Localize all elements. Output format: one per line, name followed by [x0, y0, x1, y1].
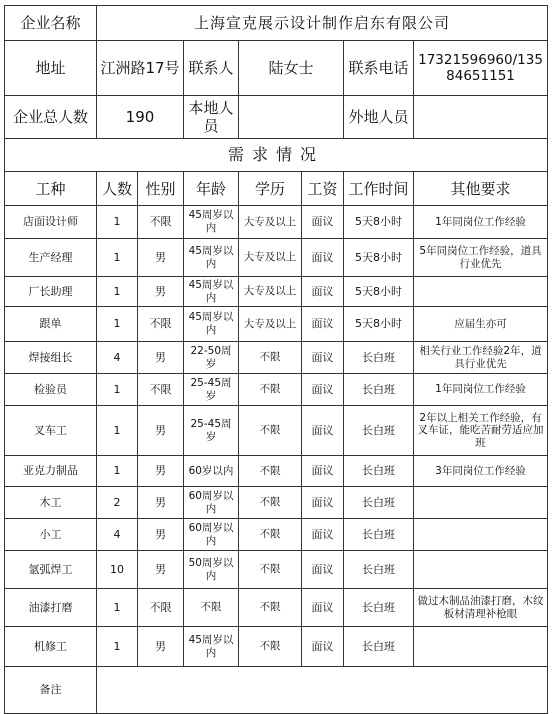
- other-cell: [414, 519, 548, 551]
- salary-cell: 面议: [302, 519, 344, 551]
- education-cell: 不限: [239, 487, 302, 519]
- other-cell: 做过木制品油漆打磨，木纹板材清理补枪眼: [414, 589, 548, 627]
- phone-label: 联系电话: [344, 41, 414, 96]
- hours-cell: 5天8小时: [344, 307, 414, 342]
- table-row: [5, 342, 548, 374]
- col-header-hours: 工作时间: [344, 172, 414, 206]
- salary-cell: 面议: [302, 206, 344, 239]
- job-cell: 厂长助理: [5, 277, 97, 307]
- education-cell: 不限: [239, 519, 302, 551]
- job-cell: 检验员: [5, 374, 97, 406]
- col-header-gender: 性别: [138, 172, 184, 206]
- gender-cell: 男: [138, 239, 184, 277]
- age-cell: 45周岁以内: [184, 307, 239, 342]
- company-name-row: [5, 6, 548, 41]
- gender-cell: 男: [138, 551, 184, 589]
- contact-label: 联系人: [184, 41, 239, 96]
- table-row: [5, 374, 548, 406]
- education-cell: 不限: [239, 551, 302, 589]
- education-cell: 不限: [239, 374, 302, 406]
- local-staff-label: 本地人员: [184, 96, 239, 139]
- salary-cell: 面议: [302, 456, 344, 487]
- other-cell: 1年同岗位工作经验: [414, 206, 548, 239]
- col-header-job: 工种: [5, 172, 97, 206]
- phone-line-2: 84651151: [446, 68, 515, 84]
- salary-cell: 面议: [302, 342, 344, 374]
- education-cell: 不限: [239, 406, 302, 456]
- other-cell: [414, 627, 548, 667]
- job-cell: 叉车工: [5, 406, 97, 456]
- salary-cell: 面议: [302, 589, 344, 627]
- job-cell: 小工: [5, 519, 97, 551]
- table-row: [5, 551, 548, 589]
- count-cell: 10: [97, 551, 138, 589]
- hours-cell: 长白班: [344, 627, 414, 667]
- col-header-count: 人数: [97, 172, 138, 206]
- count-cell: 4: [97, 519, 138, 551]
- other-cell: 相关行业工作经验2年，道具行业优先: [414, 342, 548, 374]
- education-cell: 不限: [239, 627, 302, 667]
- count-cell: 4: [97, 342, 138, 374]
- salary-cell: 面议: [302, 239, 344, 277]
- job-cell: 生产经理: [5, 239, 97, 277]
- gender-cell: 不限: [138, 206, 184, 239]
- age-cell: 60岁以内: [184, 456, 239, 487]
- age-cell: 22-50周岁: [184, 342, 239, 374]
- table-row: [5, 589, 548, 627]
- age-cell: 60周岁以内: [184, 487, 239, 519]
- education-cell: 大专及以上: [239, 307, 302, 342]
- age-cell: 50周岁以内: [184, 551, 239, 589]
- age-cell: 45周岁以内: [184, 206, 239, 239]
- other-cell: [414, 277, 548, 307]
- gender-cell: 不限: [138, 307, 184, 342]
- count-cell: 1: [97, 627, 138, 667]
- col-header-other: 其他要求: [414, 172, 548, 206]
- count-cell: 1: [97, 206, 138, 239]
- salary-cell: 面议: [302, 627, 344, 667]
- table-row: [5, 519, 548, 551]
- gender-cell: 男: [138, 277, 184, 307]
- table-row: [5, 456, 548, 487]
- phone-line-1: 17321596960/135: [418, 51, 543, 68]
- job-cell: 油漆打磨: [5, 589, 97, 627]
- company-name-label: 企业名称: [5, 6, 97, 41]
- other-cell: 1年同岗位工作经验: [414, 374, 548, 406]
- other-cell: 2年以上相关工作经验，有叉车证，能吃苦耐劳适应加班: [414, 406, 548, 456]
- hours-cell: 长白班: [344, 342, 414, 374]
- count-cell: 1: [97, 406, 138, 456]
- education-cell: 不限: [239, 589, 302, 627]
- education-cell: 大专及以上: [239, 206, 302, 239]
- gender-cell: 男: [138, 342, 184, 374]
- other-cell: 5年同岗位工作经验，道具行业优先: [414, 239, 548, 277]
- age-cell: 25-45周岁: [184, 406, 239, 456]
- education-cell: 不限: [239, 456, 302, 487]
- hours-cell: 长白班: [344, 589, 414, 627]
- other-cell: 应届生亦可: [414, 307, 548, 342]
- gender-cell: 不限: [138, 374, 184, 406]
- table-row: [5, 277, 548, 307]
- recruitment-form-table: [4, 5, 548, 714]
- section-row: [5, 139, 548, 172]
- other-cell: [414, 551, 548, 589]
- job-cell: 跟单: [5, 307, 97, 342]
- staff-row: [5, 96, 548, 139]
- count-cell: 1: [97, 277, 138, 307]
- outside-staff-value: [414, 96, 548, 139]
- gender-cell: 男: [138, 456, 184, 487]
- hours-cell: 5天8小时: [344, 239, 414, 277]
- hours-cell: 长白班: [344, 374, 414, 406]
- age-cell: 25-45周岁: [184, 374, 239, 406]
- table-row: [5, 307, 548, 342]
- gender-cell: 男: [138, 519, 184, 551]
- hours-cell: 长白班: [344, 406, 414, 456]
- total-staff-value: 190: [97, 96, 184, 139]
- salary-cell: 面议: [302, 406, 344, 456]
- salary-cell: 面议: [302, 374, 344, 406]
- hours-cell: 5天8小时: [344, 277, 414, 307]
- col-header-education: 学历: [239, 172, 302, 206]
- total-staff-label: 企业总人数: [5, 96, 97, 139]
- outside-staff-label: 外地人员: [344, 96, 414, 139]
- gender-cell: 男: [138, 406, 184, 456]
- section-title: 需求情况: [5, 139, 548, 172]
- table-row: [5, 487, 548, 519]
- hours-cell: 长白班: [344, 551, 414, 589]
- salary-cell: 面议: [302, 551, 344, 589]
- col-header-salary: 工资: [302, 172, 344, 206]
- other-cell: [414, 487, 548, 519]
- phone-value: [414, 41, 548, 96]
- age-cell: 45周岁以内: [184, 277, 239, 307]
- age-cell: 不限: [184, 589, 239, 627]
- hours-cell: 长白班: [344, 487, 414, 519]
- table-row: [5, 206, 548, 239]
- remark-row: [5, 667, 548, 714]
- education-cell: 大专及以上: [239, 277, 302, 307]
- education-cell: 不限: [239, 342, 302, 374]
- remark-value: [97, 667, 548, 714]
- count-cell: 1: [97, 374, 138, 406]
- col-header-age: 年龄: [184, 172, 239, 206]
- table-row: [5, 239, 548, 277]
- address-label: 地址: [5, 41, 97, 96]
- job-cell: 氩弧焊工: [5, 551, 97, 589]
- table-row: [5, 406, 548, 456]
- gender-cell: 男: [138, 627, 184, 667]
- remark-label: 备注: [5, 667, 97, 714]
- contact-value: 陆女士: [239, 41, 344, 96]
- gender-cell: 不限: [138, 589, 184, 627]
- job-cell: 店面设计师: [5, 206, 97, 239]
- address-value: 江洲路17号: [97, 41, 184, 96]
- table-row: [5, 627, 548, 667]
- salary-cell: 面议: [302, 487, 344, 519]
- hours-cell: 长白班: [344, 519, 414, 551]
- job-cell: 木工: [5, 487, 97, 519]
- age-cell: 45周岁以内: [184, 627, 239, 667]
- hours-cell: 5天8小时: [344, 206, 414, 239]
- address-row: [5, 41, 548, 96]
- count-cell: 2: [97, 487, 138, 519]
- job-cell: 亚克力制品: [5, 456, 97, 487]
- count-cell: 1: [97, 239, 138, 277]
- job-cell: 机修工: [5, 627, 97, 667]
- salary-cell: 面议: [302, 277, 344, 307]
- count-cell: 1: [97, 589, 138, 627]
- salary-cell: 面议: [302, 307, 344, 342]
- count-cell: 1: [97, 307, 138, 342]
- gender-cell: 男: [138, 487, 184, 519]
- job-cell: 焊接组长: [5, 342, 97, 374]
- other-cell: 3年同岗位工作经验: [414, 456, 548, 487]
- company-name: 上海宣克展示设计制作启东有限公司: [97, 6, 548, 41]
- count-cell: 1: [97, 456, 138, 487]
- column-header-row: [5, 172, 548, 206]
- local-staff-value: [239, 96, 344, 139]
- hours-cell: 长白班: [344, 456, 414, 487]
- age-cell: 45周岁以内: [184, 239, 239, 277]
- age-cell: 60周岁以内: [184, 519, 239, 551]
- education-cell: 大专及以上: [239, 239, 302, 277]
